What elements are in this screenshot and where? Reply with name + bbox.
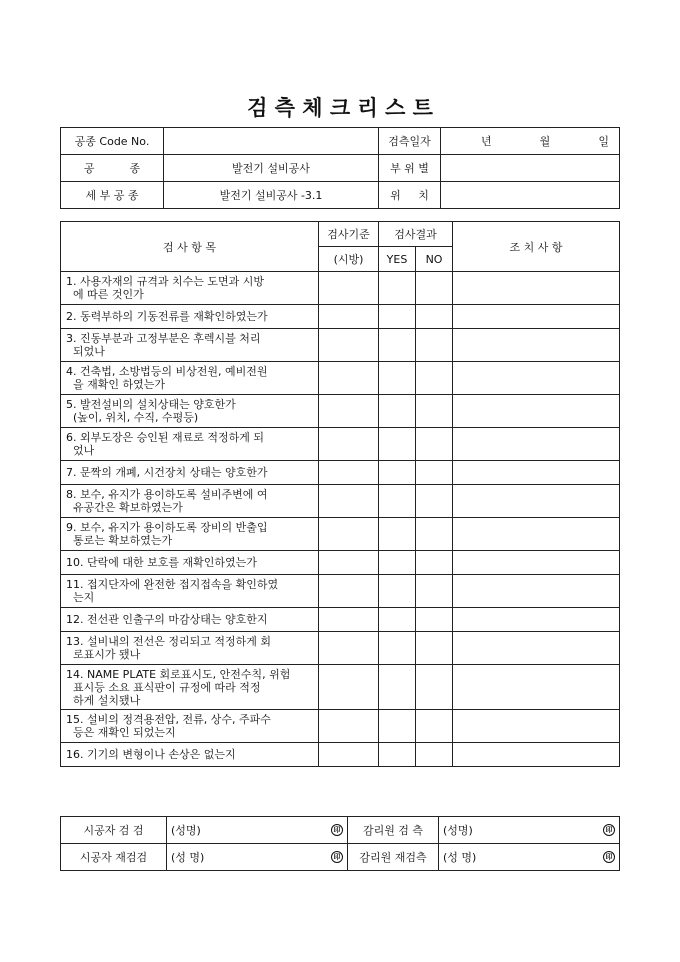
checklist-item-line: 었나 <box>66 444 95 457</box>
checklist-row <box>61 272 620 305</box>
standard-cell[interactable] <box>319 362 379 395</box>
yes-cell[interactable] <box>379 665 416 710</box>
yes-cell[interactable] <box>379 551 416 575</box>
checklist-item-line: 표시등 소요 표식판이 규정에 따라 적정 <box>66 680 261 694</box>
no-cell[interactable] <box>416 461 453 485</box>
checklist-item-line: 등은 재확인 되었는지 <box>66 726 176 739</box>
checklist-item-line: 1. 사용자재의 규격과 치수는 도면과 시방 <box>66 275 264 288</box>
checklist-item-line: 유공간은 확보하였는가 <box>66 501 183 514</box>
action-cell[interactable] <box>453 395 620 428</box>
no-cell[interactable] <box>416 551 453 575</box>
item-column-header: 검 사 항 목 <box>61 222 319 272</box>
checklist-item-text <box>61 485 319 518</box>
action-cell[interactable] <box>453 743 620 767</box>
standard-cell[interactable] <box>319 608 379 632</box>
name-hint: (성명) <box>171 824 201 837</box>
checklist-item-line: (높이, 위치, 수직, 수평등) <box>66 411 199 424</box>
checklist-row <box>61 632 620 665</box>
checklist-row <box>61 710 620 743</box>
checklist-row <box>61 428 620 461</box>
action-cell[interactable] <box>453 485 620 518</box>
checklist-item-line: 6. 외부도장은 승인된 재료로 적정하게 되 <box>66 431 264 444</box>
yes-cell[interactable] <box>379 395 416 428</box>
checklist-item-text <box>61 743 319 767</box>
checklist-item-text <box>61 305 319 329</box>
yes-cell[interactable] <box>379 272 416 305</box>
action-cell[interactable] <box>453 608 620 632</box>
checklist-item-text <box>61 428 319 461</box>
yes-cell[interactable] <box>379 329 416 362</box>
standard-cell[interactable] <box>319 461 379 485</box>
signature-row-second <box>61 844 620 871</box>
inspection-date-label: 검측일자 <box>379 128 441 155</box>
month-label: 월 <box>539 135 551 148</box>
no-cell[interactable] <box>416 428 453 461</box>
yes-cell[interactable] <box>379 632 416 665</box>
no-cell[interactable] <box>416 305 453 329</box>
checklist-row <box>61 743 620 767</box>
checklist-item-line: 로표시가 됐나 <box>66 648 141 661</box>
checklist-row <box>61 485 620 518</box>
checklist-row <box>61 518 620 551</box>
standard-cell[interactable] <box>319 632 379 665</box>
location-label: 위 치 <box>379 182 441 209</box>
standard-cell[interactable] <box>319 518 379 551</box>
checklist-item-line: 14. NAME PLATE 회로표시도, 안전수칙, 위험 <box>66 667 291 681</box>
no-cell[interactable] <box>416 575 453 608</box>
yes-cell[interactable] <box>379 743 416 767</box>
action-cell[interactable] <box>453 428 620 461</box>
detail-work-label: 세 부 공 종 <box>61 182 164 209</box>
code-no-label: 공종 Code No. <box>61 128 164 155</box>
contractor-inspect-sign-field[interactable] <box>167 817 348 844</box>
checklist-item-line: 11. 접지단자에 완전한 접지접속을 확인하였 <box>66 578 279 591</box>
standard-cell[interactable] <box>319 428 379 461</box>
standard-cell[interactable] <box>319 665 379 710</box>
checklist-row <box>61 665 620 710</box>
checklist-row <box>61 329 620 362</box>
checklist-item-text <box>61 329 319 362</box>
no-cell[interactable] <box>416 608 453 632</box>
checklist-item-text <box>61 665 319 710</box>
no-cell[interactable] <box>416 272 453 305</box>
supervisor-reinspect-label: 감리원 재검측 <box>348 844 439 871</box>
name-hint: (성 명) <box>443 851 477 864</box>
header-row-work-type <box>61 155 620 182</box>
contractor-reinspect-sign-field[interactable] <box>167 844 348 871</box>
section-label: 부 위 별 <box>379 155 441 182</box>
seal-icon: 印 <box>331 851 343 863</box>
checklist-item-line: 을 재확인 하였는가 <box>66 378 165 391</box>
standard-cell[interactable] <box>319 305 379 329</box>
checklist-item-text <box>61 632 319 665</box>
checklist-header-row <box>61 222 620 247</box>
standard-cell[interactable] <box>319 395 379 428</box>
checklist-item-line: 하게 설치됐나 <box>66 693 141 707</box>
name-hint: (성명) <box>443 824 473 837</box>
standard-column-header: 검사기준 <box>319 222 379 247</box>
checklist-item-line: 2. 동력부하의 기동전류를 재확인하였는가 <box>66 310 268 323</box>
supervisor-inspect-label: 감리원 검 측 <box>348 817 439 844</box>
action-cell[interactable] <box>453 710 620 743</box>
day-label: 일 <box>598 135 609 148</box>
yes-cell[interactable] <box>379 710 416 743</box>
signature-table <box>60 816 620 871</box>
no-cell[interactable] <box>416 665 453 710</box>
no-cell[interactable] <box>416 329 453 362</box>
action-cell[interactable] <box>453 329 620 362</box>
checklist-item-text <box>61 518 319 551</box>
checklist-row <box>61 305 620 329</box>
code-no-field[interactable] <box>164 128 379 155</box>
yes-cell[interactable] <box>379 485 416 518</box>
no-cell[interactable] <box>416 485 453 518</box>
checklist-item-line: 7. 문짝의 개폐, 시건장치 상태는 양호한가 <box>66 466 268 479</box>
page-title: 검 측 체 크 리 스 트 <box>247 95 433 120</box>
yes-column-header: YES <box>379 247 416 272</box>
checklist-row <box>61 575 620 608</box>
checklist-item-line: 15. 설비의 정격용전압, 전류, 상수, 주파수 <box>66 713 271 726</box>
action-cell[interactable] <box>453 362 620 395</box>
header-row-detail <box>61 182 620 209</box>
work-type-label: 공 종 <box>61 155 164 182</box>
checklist-item-text <box>61 608 319 632</box>
checklist-item-line: 에 따른 것인가 <box>66 288 144 301</box>
checklist-item-text <box>61 362 319 395</box>
standard-cell[interactable] <box>319 710 379 743</box>
checklist-row <box>61 461 620 485</box>
checklist-row <box>61 395 620 428</box>
checklist-row <box>61 551 620 575</box>
no-cell[interactable] <box>416 395 453 428</box>
checklist-item-text <box>61 395 319 428</box>
checklist-item-text <box>61 461 319 485</box>
section-field[interactable] <box>441 155 620 182</box>
standard-cell[interactable] <box>319 575 379 608</box>
yes-cell[interactable] <box>379 362 416 395</box>
no-cell[interactable] <box>416 743 453 767</box>
standard-sub-header: (시방) <box>319 247 379 272</box>
checklist-item-line: 12. 전선관 인출구의 마감상태는 양호한지 <box>66 613 268 626</box>
yes-cell[interactable] <box>379 428 416 461</box>
yes-cell[interactable] <box>379 608 416 632</box>
work-type-value[interactable]: 발전기 설비공사 <box>164 155 379 182</box>
standard-cell[interactable] <box>319 329 379 362</box>
no-cell[interactable] <box>416 362 453 395</box>
signature-row-first <box>61 817 620 844</box>
checklist-item-line: 10. 단락에 대한 보호를 재확인하였는가 <box>66 556 257 569</box>
checklist-item-line: 16. 기기의 변형이나 손상은 없는지 <box>66 748 236 761</box>
standard-cell[interactable] <box>319 485 379 518</box>
standard-cell[interactable] <box>319 743 379 767</box>
no-cell[interactable] <box>416 632 453 665</box>
checklist-item-text <box>61 272 319 305</box>
year-label: 년 <box>481 135 492 148</box>
action-cell[interactable] <box>453 305 620 329</box>
contractor-reinspect-label: 시공자 재검검 <box>61 844 167 871</box>
action-cell[interactable] <box>453 518 620 551</box>
yes-cell[interactable] <box>379 461 416 485</box>
yes-cell[interactable] <box>379 305 416 329</box>
seal-icon: 印 <box>331 824 343 836</box>
checklist-item-line: 9. 보수, 유지가 용이하도록 장비의 반출입 <box>66 521 268 534</box>
location-field[interactable] <box>441 182 620 209</box>
checklist-item-line: 4. 건축법, 소방법등의 비상전원, 예비전원 <box>66 365 268 378</box>
yes-cell[interactable] <box>379 518 416 551</box>
no-column-header: NO <box>416 247 453 272</box>
checklist-item-text <box>61 551 319 575</box>
action-cell[interactable] <box>453 575 620 608</box>
checklist-item-text <box>61 575 319 608</box>
checklist-row <box>61 608 620 632</box>
checklist-row <box>61 362 620 395</box>
action-cell[interactable] <box>453 665 620 710</box>
action-column-header: 조 치 사 항 <box>453 222 620 272</box>
checklist-item-line: 8. 보수, 유지가 용이하도록 설비주변에 여 <box>66 488 268 501</box>
detail-work-value[interactable]: 발전기 설비공사 -3.1 <box>164 182 379 209</box>
no-cell[interactable] <box>416 518 453 551</box>
checklist-table <box>60 221 620 767</box>
inspection-date-field[interactable] <box>441 128 620 155</box>
checklist-item-text <box>61 710 319 743</box>
action-cell[interactable] <box>453 632 620 665</box>
seal-icon: 印 <box>603 851 615 863</box>
contractor-inspect-label: 시공자 검 검 <box>61 817 167 844</box>
no-cell[interactable] <box>416 710 453 743</box>
action-cell[interactable] <box>453 461 620 485</box>
checklist-item-line: 는지 <box>66 591 95 604</box>
result-column-header: 검사결과 <box>379 222 453 247</box>
checklist-item-line: 3. 진동부분과 고정부분은 후렉시블 처리 <box>66 332 261 345</box>
yes-cell[interactable] <box>379 575 416 608</box>
checklist-item-line: 통로는 확보하였는가 <box>66 534 173 547</box>
seal-icon: 印 <box>603 824 615 836</box>
name-hint: (성 명) <box>171 851 205 864</box>
supervisor-reinspect-sign-field[interactable] <box>439 844 620 871</box>
supervisor-inspect-sign-field[interactable] <box>439 817 620 844</box>
checklist-item-line: 5. 발전설비의 설치상태는 양호한가 <box>66 398 236 411</box>
header-row-code <box>61 128 620 155</box>
standard-cell[interactable] <box>319 272 379 305</box>
checklist-item-line: 13. 설비내의 전선은 정리되고 적정하게 회 <box>66 635 271 648</box>
checklist-item-line: 되었나 <box>66 345 105 358</box>
header-table <box>60 127 620 209</box>
standard-cell[interactable] <box>319 551 379 575</box>
action-cell[interactable] <box>453 272 620 305</box>
action-cell[interactable] <box>453 551 620 575</box>
